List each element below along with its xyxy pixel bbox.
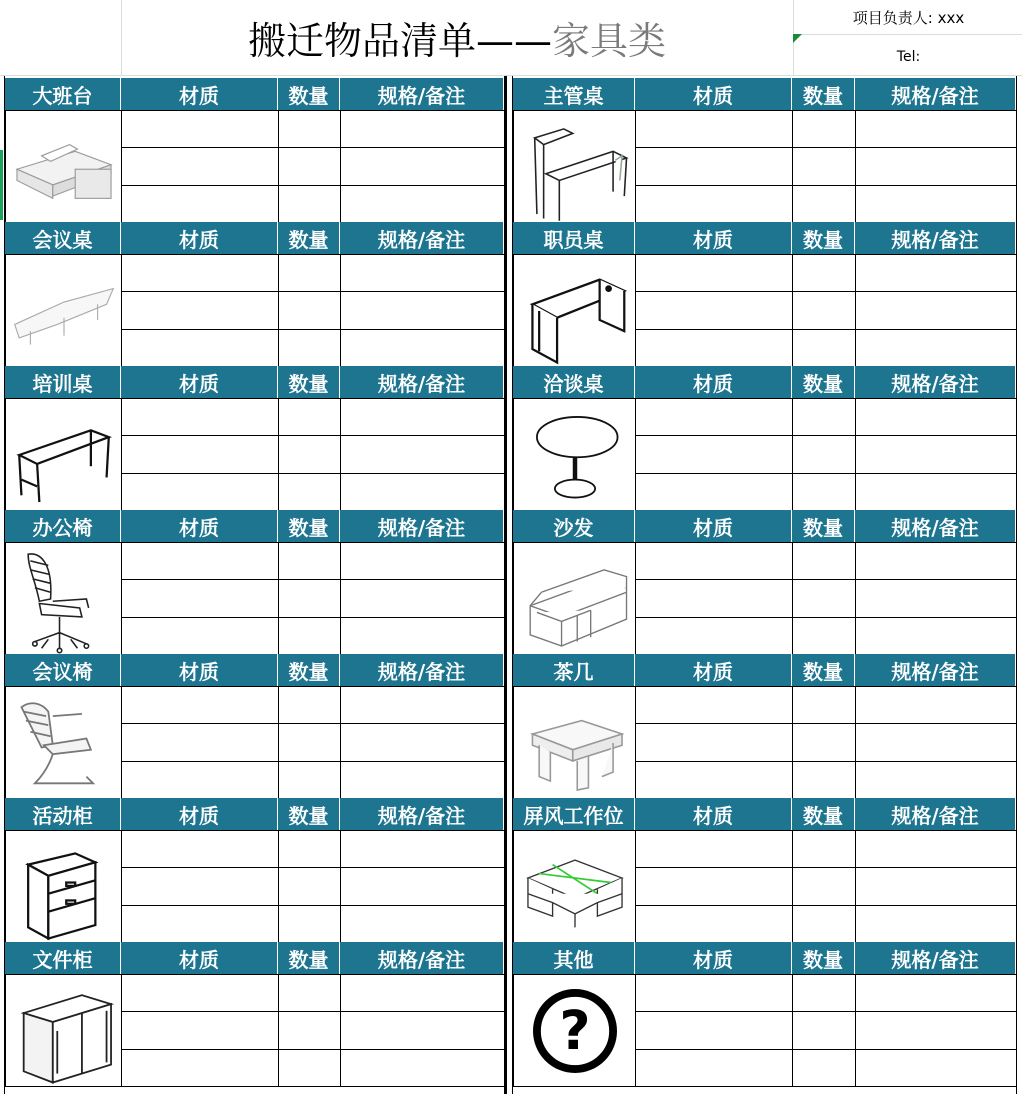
material-cell[interactable] bbox=[121, 1049, 279, 1087]
quantity-cell[interactable] bbox=[792, 542, 856, 580]
sheet-gridline bbox=[0, 75, 1022, 76]
quantity-cell[interactable] bbox=[278, 686, 341, 724]
material-column-header: 材质 bbox=[635, 78, 792, 110]
item-name-header: 职员桌 bbox=[513, 222, 635, 254]
material-cell[interactable] bbox=[121, 905, 279, 943]
material-column-header: 材质 bbox=[121, 942, 278, 974]
quantity-cell[interactable] bbox=[792, 974, 856, 1012]
material-cell[interactable] bbox=[635, 723, 793, 761]
material-column-header: 材质 bbox=[635, 366, 792, 398]
quantity-column-header: 数量 bbox=[792, 222, 855, 254]
material-cell[interactable] bbox=[121, 254, 279, 292]
file-cabinet-icon bbox=[6, 975, 122, 1087]
material-column-header: 材质 bbox=[121, 654, 278, 686]
material-column-header: 材质 bbox=[635, 798, 792, 830]
column-divider-right bbox=[512, 76, 513, 1094]
material-cell[interactable] bbox=[121, 761, 279, 799]
page-title bbox=[122, 0, 792, 74]
quantity-cell[interactable] bbox=[792, 761, 856, 799]
item-name-header: 大班台 bbox=[5, 78, 121, 110]
quantity-column-header: 数量 bbox=[278, 366, 340, 398]
material-cell[interactable] bbox=[635, 830, 793, 868]
material-cell[interactable] bbox=[635, 254, 793, 292]
spec-cell[interactable] bbox=[340, 830, 505, 868]
spec-cell[interactable] bbox=[855, 686, 1017, 724]
item-name-header: 培训桌 bbox=[5, 366, 121, 398]
item-image-cell bbox=[5, 542, 122, 655]
item-name-header: 主管桌 bbox=[513, 78, 635, 110]
quantity-column-header: 数量 bbox=[792, 366, 855, 398]
spec-cell[interactable] bbox=[340, 617, 505, 655]
quantity-column-header: 数量 bbox=[792, 654, 855, 686]
quantity-cell[interactable] bbox=[278, 761, 341, 799]
material-cell[interactable] bbox=[635, 686, 793, 724]
quantity-cell[interactable] bbox=[278, 398, 341, 436]
quantity-cell[interactable] bbox=[278, 147, 341, 185]
mobile-cabinet-icon bbox=[6, 831, 122, 943]
item-image-cell bbox=[513, 110, 636, 223]
spec-cell[interactable] bbox=[855, 542, 1017, 580]
item-name-header: 洽谈桌 bbox=[513, 366, 635, 398]
material-cell[interactable] bbox=[635, 905, 793, 943]
spec-column-header: 规格/备注 bbox=[855, 798, 1016, 830]
spec-cell[interactable] bbox=[340, 110, 505, 148]
quantity-cell[interactable] bbox=[792, 867, 856, 905]
quantity-column-header: 数量 bbox=[792, 510, 855, 542]
item-name-header: 文件柜 bbox=[5, 942, 121, 974]
quantity-column-header: 数量 bbox=[792, 942, 855, 974]
material-cell[interactable] bbox=[121, 579, 279, 617]
item-image-cell bbox=[513, 974, 636, 1087]
staff-desk-icon bbox=[514, 255, 636, 367]
spec-cell[interactable] bbox=[855, 291, 1017, 329]
material-cell[interactable] bbox=[635, 147, 793, 185]
column-divider bbox=[504, 76, 507, 1094]
material-column-header: 材质 bbox=[121, 222, 278, 254]
spec-cell[interactable] bbox=[855, 905, 1017, 943]
spec-column-header: 规格/备注 bbox=[340, 510, 504, 542]
material-cell[interactable] bbox=[635, 110, 793, 148]
item-name-header: 活动柜 bbox=[5, 798, 121, 830]
material-column-header: 材质 bbox=[635, 510, 792, 542]
spec-column-header: 规格/备注 bbox=[855, 510, 1016, 542]
spec-cell[interactable] bbox=[855, 723, 1017, 761]
spec-cell[interactable] bbox=[340, 185, 505, 223]
material-cell[interactable] bbox=[121, 974, 279, 1012]
spec-cell[interactable] bbox=[340, 291, 505, 329]
quantity-cell[interactable] bbox=[792, 254, 856, 292]
quantity-cell[interactable] bbox=[278, 905, 341, 943]
material-cell[interactable] bbox=[635, 542, 793, 580]
spec-cell[interactable] bbox=[855, 1011, 1017, 1049]
quantity-cell[interactable] bbox=[278, 329, 341, 367]
spec-cell[interactable] bbox=[855, 761, 1017, 799]
material-cell[interactable] bbox=[121, 1011, 279, 1049]
item-image-cell bbox=[5, 974, 122, 1087]
quantity-column-header: 数量 bbox=[278, 942, 340, 974]
spec-cell[interactable] bbox=[855, 398, 1017, 436]
quantity-cell[interactable] bbox=[792, 329, 856, 367]
spec-cell[interactable] bbox=[855, 830, 1017, 868]
quantity-cell[interactable] bbox=[792, 617, 856, 655]
material-column-header: 材质 bbox=[635, 654, 792, 686]
cell-comment-marker bbox=[793, 34, 802, 43]
spec-cell[interactable] bbox=[340, 1049, 505, 1087]
quantity-cell[interactable] bbox=[792, 686, 856, 724]
material-cell[interactable] bbox=[121, 542, 279, 580]
item-image-cell bbox=[5, 686, 122, 799]
quantity-column-header: 数量 bbox=[278, 798, 340, 830]
spec-cell[interactable] bbox=[340, 254, 505, 292]
item-name-header: 茶几 bbox=[513, 654, 635, 686]
quantity-cell[interactable] bbox=[792, 398, 856, 436]
item-name-header: 屏风工作位 bbox=[513, 798, 635, 830]
quantity-cell[interactable] bbox=[278, 254, 341, 292]
material-column-header: 材质 bbox=[635, 942, 792, 974]
material-cell[interactable] bbox=[635, 867, 793, 905]
item-name-header: 沙发 bbox=[513, 510, 635, 542]
quantity-column-header: 数量 bbox=[278, 510, 340, 542]
material-cell[interactable] bbox=[121, 185, 279, 223]
spec-cell[interactable] bbox=[855, 110, 1017, 148]
conference-table-icon bbox=[6, 255, 122, 367]
material-column-header: 材质 bbox=[121, 510, 278, 542]
quantity-cell[interactable] bbox=[278, 185, 341, 223]
item-image-cell bbox=[513, 398, 636, 511]
quantity-cell[interactable] bbox=[792, 435, 856, 473]
spec-cell[interactable] bbox=[340, 1011, 505, 1049]
quantity-column-header: 数量 bbox=[792, 798, 855, 830]
spec-column-header: 规格/备注 bbox=[340, 798, 504, 830]
material-cell[interactable] bbox=[635, 291, 793, 329]
quantity-cell[interactable] bbox=[278, 542, 341, 580]
spec-cell[interactable] bbox=[855, 185, 1017, 223]
manager-desk-icon bbox=[514, 111, 636, 223]
item-image-cell bbox=[513, 830, 636, 943]
quantity-cell[interactable] bbox=[278, 723, 341, 761]
spec-column-header: 规格/备注 bbox=[340, 366, 504, 398]
quantity-column-header: 数量 bbox=[278, 222, 340, 254]
spec-column-header: 规格/备注 bbox=[855, 222, 1016, 254]
quantity-cell[interactable] bbox=[278, 291, 341, 329]
spec-cell[interactable] bbox=[340, 686, 505, 724]
spec-cell[interactable] bbox=[340, 542, 505, 580]
material-column-header: 材质 bbox=[121, 78, 278, 110]
question-mark-icon bbox=[514, 975, 636, 1087]
quantity-column-header: 数量 bbox=[278, 654, 340, 686]
spec-column-header: 规格/备注 bbox=[340, 942, 504, 974]
round-table-icon bbox=[514, 399, 636, 511]
item-name-header: 办公椅 bbox=[5, 510, 121, 542]
item-image-cell bbox=[5, 254, 122, 367]
svg-text:?: ? bbox=[559, 998, 591, 1062]
quantity-cell[interactable] bbox=[792, 147, 856, 185]
material-cell[interactable] bbox=[635, 617, 793, 655]
quantity-cell[interactable] bbox=[278, 617, 341, 655]
quantity-cell[interactable] bbox=[792, 579, 856, 617]
material-cell[interactable] bbox=[121, 473, 279, 511]
quantity-cell[interactable] bbox=[792, 1049, 856, 1087]
quantity-cell[interactable] bbox=[278, 579, 341, 617]
material-column-header: 材质 bbox=[121, 366, 278, 398]
spec-cell[interactable] bbox=[855, 974, 1017, 1012]
quantity-column-header: 数量 bbox=[278, 78, 340, 110]
spec-cell[interactable] bbox=[340, 579, 505, 617]
item-name-header: 会议桌 bbox=[5, 222, 121, 254]
spec-cell[interactable] bbox=[855, 617, 1017, 655]
spec-cell[interactable] bbox=[340, 398, 505, 436]
title-main: 搬迁物品清单—— bbox=[247, 18, 552, 63]
spec-cell[interactable] bbox=[855, 579, 1017, 617]
spec-column-header: 规格/备注 bbox=[855, 366, 1016, 398]
material-cell[interactable] bbox=[635, 761, 793, 799]
quantity-cell[interactable] bbox=[792, 110, 856, 148]
material-cell[interactable] bbox=[121, 329, 279, 367]
material-cell[interactable] bbox=[635, 398, 793, 436]
material-cell[interactable] bbox=[121, 686, 279, 724]
material-cell[interactable] bbox=[635, 473, 793, 511]
quantity-cell[interactable] bbox=[278, 110, 341, 148]
executive-desk-icon bbox=[6, 111, 122, 223]
spec-column-header: 规格/备注 bbox=[855, 942, 1016, 974]
spec-column-header: 规格/备注 bbox=[855, 78, 1016, 110]
spec-cell[interactable] bbox=[340, 435, 505, 473]
material-cell[interactable] bbox=[121, 617, 279, 655]
quantity-cell[interactable] bbox=[278, 867, 341, 905]
spec-cell[interactable] bbox=[340, 905, 505, 943]
spec-cell[interactable] bbox=[855, 329, 1017, 367]
quantity-cell[interactable] bbox=[278, 1011, 341, 1049]
title-category: 家具类 bbox=[552, 18, 667, 63]
quantity-cell[interactable] bbox=[278, 974, 341, 1012]
quantity-cell[interactable] bbox=[278, 435, 341, 473]
material-cell[interactable] bbox=[121, 291, 279, 329]
item-image-cell bbox=[5, 110, 122, 223]
quantity-cell[interactable] bbox=[792, 185, 856, 223]
quantity-column-header: 数量 bbox=[792, 78, 855, 110]
item-name-header: 其他 bbox=[513, 942, 635, 974]
material-cell[interactable] bbox=[635, 185, 793, 223]
spec-cell[interactable] bbox=[855, 254, 1017, 292]
material-cell[interactable] bbox=[121, 867, 279, 905]
material-cell[interactable] bbox=[635, 974, 793, 1012]
material-column-header: 材质 bbox=[635, 222, 792, 254]
item-image-cell bbox=[513, 542, 636, 655]
training-table-icon bbox=[6, 399, 122, 511]
spec-column-header: 规格/备注 bbox=[340, 222, 504, 254]
material-cell[interactable] bbox=[121, 830, 279, 868]
quantity-cell[interactable] bbox=[792, 723, 856, 761]
quantity-cell[interactable] bbox=[792, 905, 856, 943]
spec-cell[interactable] bbox=[855, 1049, 1017, 1087]
material-cell[interactable] bbox=[121, 398, 279, 436]
right-border bbox=[1016, 76, 1017, 1094]
spec-cell[interactable] bbox=[855, 435, 1017, 473]
spec-cell[interactable] bbox=[340, 761, 505, 799]
left-border bbox=[4, 76, 5, 1094]
item-name-header: 会议椅 bbox=[5, 654, 121, 686]
quantity-cell[interactable] bbox=[278, 473, 341, 511]
material-cell[interactable] bbox=[121, 723, 279, 761]
meeting-chair-icon bbox=[6, 687, 122, 799]
material-cell[interactable] bbox=[121, 110, 279, 148]
sofa-icon bbox=[514, 543, 636, 655]
material-cell[interactable] bbox=[635, 1049, 793, 1087]
material-cell[interactable] bbox=[121, 147, 279, 185]
telephone: Tel: bbox=[896, 49, 921, 65]
quantity-cell[interactable] bbox=[278, 830, 341, 868]
spec-cell[interactable] bbox=[340, 867, 505, 905]
item-image-cell bbox=[513, 254, 636, 367]
material-column-header: 材质 bbox=[121, 798, 278, 830]
material-cell[interactable] bbox=[121, 435, 279, 473]
coffee-table-icon bbox=[514, 687, 636, 799]
material-cell[interactable] bbox=[635, 579, 793, 617]
spec-cell[interactable] bbox=[340, 473, 505, 511]
spec-column-header: 规格/备注 bbox=[340, 78, 504, 110]
project-owner: 项目负责人: xxx bbox=[852, 8, 965, 27]
spec-cell[interactable] bbox=[855, 147, 1017, 185]
spec-cell[interactable] bbox=[855, 867, 1017, 905]
quantity-cell[interactable] bbox=[792, 830, 856, 868]
spec-cell[interactable] bbox=[340, 723, 505, 761]
material-cell[interactable] bbox=[635, 1011, 793, 1049]
row-selection-marker bbox=[0, 150, 3, 220]
spec-cell[interactable] bbox=[855, 473, 1017, 511]
quantity-cell[interactable] bbox=[792, 473, 856, 511]
quantity-cell[interactable] bbox=[792, 291, 856, 329]
sheet-gridline bbox=[793, 34, 1022, 35]
item-image-cell bbox=[513, 686, 636, 799]
spec-cell[interactable] bbox=[340, 329, 505, 367]
spec-column-header: 规格/备注 bbox=[340, 654, 504, 686]
office-chair-icon bbox=[6, 543, 122, 655]
spec-column-header: 规格/备注 bbox=[855, 654, 1016, 686]
workstation-icon bbox=[514, 831, 636, 943]
item-image-cell bbox=[5, 830, 122, 943]
quantity-cell[interactable] bbox=[278, 1049, 341, 1087]
spec-cell[interactable] bbox=[340, 147, 505, 185]
quantity-cell[interactable] bbox=[792, 1011, 856, 1049]
item-image-cell bbox=[5, 398, 122, 511]
spec-cell[interactable] bbox=[340, 974, 505, 1012]
material-cell[interactable] bbox=[635, 329, 793, 367]
material-cell[interactable] bbox=[635, 435, 793, 473]
